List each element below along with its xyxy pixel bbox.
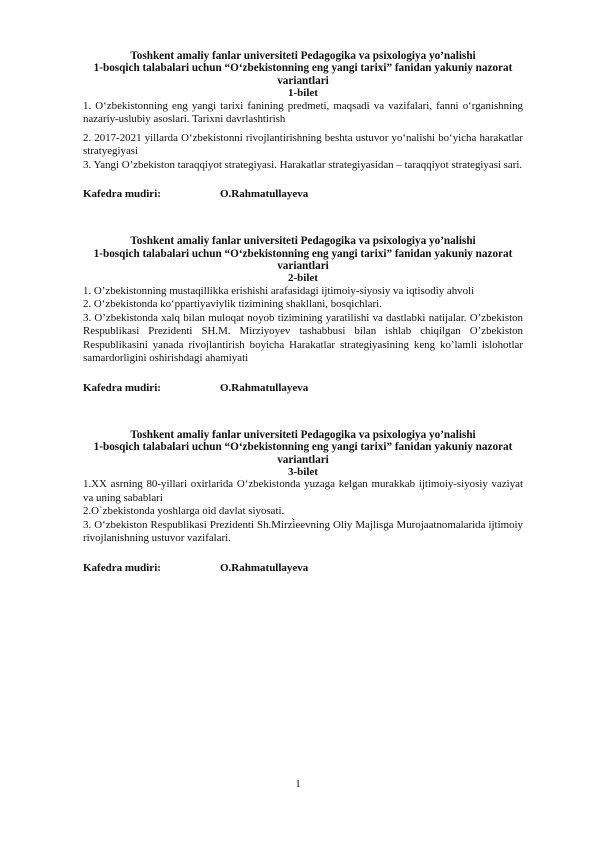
page-number: 1 bbox=[295, 778, 301, 790]
signature-label: Kafedra mudiri: bbox=[83, 561, 161, 574]
ticket-title-line-2: 1-bosqich talabalari uchun “O‘zbekistonning eng yangi tarixi” fanidan yakuniy nazorat bbox=[93, 62, 513, 75]
ticket-1 bbox=[83, 50, 523, 201]
ticket-title-line-2: 1-bosqich talabalari uchun “O‘zbekistonning eng yangi tarixi” fanidan yakuniy nazorat bbox=[93, 441, 513, 454]
question-1: 1. O’zbekistonning mustaqillikka erishishi arafasidagi ijtimoiy-siyosiy va iqtisodiy ahvoli bbox=[83, 284, 475, 297]
question-1: 1. O‘zbekistonning eng yangi tarixi fanining predmeti, maqsadi va vazifalari, fanni o‘rganishning nazariy-uslubiy asoslari. Tarixni davrlashtirish bbox=[83, 99, 523, 126]
signature-name: O.Rahmatullayeva bbox=[220, 381, 309, 394]
ticket-title-line-1: Toshkent amaliy fanlar universiteti Pedagogika va psixologiya yo’nalishi bbox=[130, 428, 476, 441]
signature-name: O.Rahmatullayeva bbox=[220, 561, 309, 574]
signature-line bbox=[83, 382, 523, 395]
question-3: 3. O‘zbekiston Respublikasi Prezidenti Sh.Mirzi̇̀eevning Oliy Majlisga Murojaatnomalarida ijtimoiy rivojlanishning ustuvor vazifalari. bbox=[83, 518, 523, 545]
ticket-title-line-3: variantlari bbox=[277, 259, 329, 272]
ticket-number: 2-bilet bbox=[288, 272, 318, 285]
ticket-title-line-1: Toshkent amaliy fanlar universiteti Pedagogika va psixologiya yo’nalishi bbox=[130, 235, 476, 248]
document-content bbox=[83, 50, 523, 595]
question-3: 3. O’zbekistonda xalq bilan muloqat noyob tizimining yaratilishi va dastlabki natijalar. O’zbekiston Respublikasi Prezidenti SH.M. Mirziyoyev tashabbusi bilan ishlab chiqilgan O’zbekiston Respublikasini yanada rivojlantirish boyicha Harakatlar strategiyasining keng ko’lamli islohotlar samardorligini oshirishdagi ahamiyati bbox=[83, 311, 523, 365]
question-2: 2. 2017-2021 yillarda O‘zbekistonni rivojlantirishning beshta ustuvor yo‘nalishi bo‘yicha harakatlar stratyegiyasi bbox=[83, 131, 523, 158]
ticket-title-line-2: 1-bosqich talabalari uchun “O‘zbekistonning eng yangi tarixi” fanidan yakuniy nazorat bbox=[93, 247, 513, 260]
ticket-title-line-3: variantlari bbox=[277, 453, 329, 466]
question-2: 2.O`zbekistonda yoshlarga oid davlat siyosati. bbox=[83, 505, 285, 518]
signature-label: Kafedra mudiri: bbox=[83, 188, 161, 201]
ticket-number: 3-bilet bbox=[288, 465, 318, 478]
ticket-3 bbox=[83, 429, 523, 575]
question-3: 3. Yangi O’zbekiston taraqqiyot strategiyasi. Harakatlar strategiyasidan – taraqqiyot strategiyasi sari. bbox=[83, 158, 523, 171]
ticket-title-line-1: Toshkent amaliy fanlar universiteti Pedagogika va psixologiya yo’nalishi bbox=[130, 50, 476, 62]
signature-label: Kafedra mudiri: bbox=[83, 381, 161, 394]
ticket-2 bbox=[83, 235, 523, 395]
signature-line bbox=[83, 188, 523, 201]
ticket-number: 1-bilet bbox=[288, 87, 318, 100]
question-1: 1.XX asrning 80-yillari oxirlarida O‘zbekistonda yuzaga kelgan murakkab ijtimoiy-siyosiy vaziyat va uning sabablari bbox=[83, 478, 523, 504]
signature-line bbox=[83, 562, 523, 575]
ticket-title-line-3: variantlari bbox=[277, 74, 329, 87]
signature-name: O.Rahmatullayeva bbox=[220, 188, 309, 201]
question-2: 2. O‘zbekistonda ko‘ppartiyaviylik tizimining shakllani, bosqichlari. bbox=[83, 298, 382, 311]
